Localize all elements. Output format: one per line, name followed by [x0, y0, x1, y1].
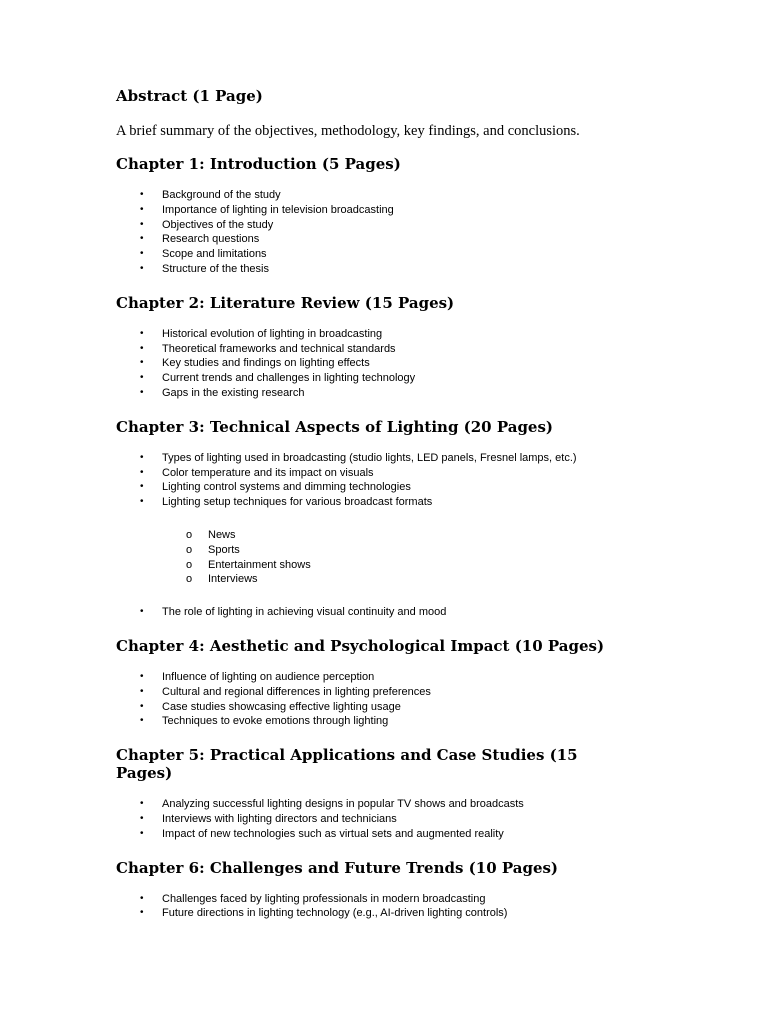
bullet-icon: •	[140, 496, 144, 508]
list-item: • Impact of new technologies such as virtual sets and augmented reality	[140, 827, 504, 840]
bullet-icon: •	[140, 342, 144, 354]
chapter-3-list-after	[116, 605, 736, 620]
list-item: • Gaps in the existing research	[140, 386, 305, 399]
list-item: • Scope and limitations	[140, 248, 267, 261]
bullet-icon: •	[140, 386, 144, 398]
chapter-5-heading: Chapter 5: Practical Applications and Case Studies (15 Pages)	[116, 746, 578, 783]
document-page	[116, 85, 736, 921]
list-item: • Lighting control systems and dimming technologies	[140, 481, 411, 494]
list-item: • Types of lighting used in broadcasting (studio lights, LED panels, Fresnel lamps, etc.)	[140, 451, 577, 464]
chapter-3-list	[116, 451, 736, 510]
bullet-icon: •	[140, 372, 144, 384]
bullet-icon: •	[140, 606, 144, 618]
chapter-4-list	[116, 670, 736, 729]
bullet-icon: •	[140, 700, 144, 712]
chapter-2-heading: Chapter 2: Literature Review (15 Pages)	[116, 293, 455, 312]
list-item: • The role of lighting in achieving visual continuity and mood	[140, 606, 447, 619]
hollow-bullet-icon: o	[186, 573, 193, 586]
chapter-5-list	[116, 797, 736, 841]
bullet-icon: •	[140, 262, 144, 274]
abstract-heading: Abstract (1 Page)	[116, 87, 263, 105]
list-subitem: o Entertainment shows	[186, 558, 311, 571]
bullet-icon: •	[140, 451, 144, 463]
chapter-4-heading: Chapter 4: Aesthetic and Psychological Impact (10 Pages)	[116, 636, 605, 655]
bullet-icon: •	[140, 827, 144, 839]
list-subitem: o Sports	[186, 543, 240, 556]
chapter-2-list	[116, 327, 736, 401]
list-item: • Background of the study	[140, 189, 281, 201]
hollow-bullet-icon: o	[186, 528, 193, 541]
chapter-6-list	[116, 892, 736, 922]
abstract-text: A brief summary of the objectives, methodology, key findings, and conclusions.	[116, 123, 580, 139]
bullet-icon: •	[140, 327, 144, 339]
list-item: • Techniques to evoke emotions through lighting	[140, 715, 389, 728]
bullet-icon: •	[140, 218, 144, 230]
list-item: • Research questions	[140, 233, 260, 246]
bullet-icon: •	[140, 812, 144, 824]
bullet-icon: •	[140, 357, 144, 369]
list-subitem: o News	[186, 528, 236, 541]
bullet-icon: •	[140, 907, 144, 919]
list-item: • Challenges faced by lighting professionals in modern broadcasting	[140, 892, 486, 905]
bullet-icon: •	[140, 189, 144, 200]
list-item: • Objectives of the study	[140, 218, 274, 231]
list-item: • Theoretical frameworks and technical standards	[140, 342, 396, 355]
hollow-bullet-icon: o	[186, 543, 193, 556]
bullet-icon: •	[140, 892, 144, 904]
bullet-icon: •	[140, 715, 144, 727]
list-item: • Lighting setup techniques for various broadcast formats	[140, 496, 433, 509]
chapter-1-heading: Chapter 1: Introduction (5 Pages)	[116, 155, 401, 173]
list-item: • Analyzing successful lighting designs in popular TV shows and broadcasts	[140, 798, 524, 811]
list-subitem: o Interviews	[186, 573, 258, 586]
chapter-3-heading: Chapter 3: Technical Aspects of Lighting (20 Pages)	[116, 417, 554, 436]
bullet-icon: •	[140, 670, 144, 682]
bullet-icon: •	[140, 203, 144, 215]
chapter-3-sublist	[116, 528, 736, 587]
bullet-icon: •	[140, 233, 144, 245]
list-item: • Importance of lighting in television broadcasting	[140, 203, 394, 216]
list-item: • Current trends and challenges in lighting technology	[140, 372, 416, 385]
list-item: • Color temperature and its impact on visuals	[140, 466, 374, 479]
chapter-6-heading: Chapter 6: Challenges and Future Trends (10 Pages)	[116, 858, 559, 877]
bullet-icon: •	[140, 466, 144, 478]
bullet-icon: •	[140, 798, 144, 810]
list-item: • Interviews with lighting directors and technicians	[140, 812, 397, 825]
hollow-bullet-icon: o	[186, 558, 193, 571]
bullet-icon: •	[140, 481, 144, 493]
list-item: • Historical evolution of lighting in broadcasting	[140, 327, 383, 340]
list-item: • Future directions in lighting technology (e.g., AI-driven lighting controls)	[140, 907, 508, 920]
bullet-icon: •	[140, 248, 144, 260]
list-item: • Key studies and findings on lighting effects	[140, 357, 370, 370]
list-item: • Structure of the thesis	[140, 262, 269, 275]
list-item: • Influence of lighting on audience perception	[140, 670, 375, 683]
list-item: • Cultural and regional differences in lighting preferences	[140, 685, 431, 698]
list-item: • Case studies showcasing effective lighting usage	[140, 700, 401, 713]
bullet-icon: •	[140, 685, 144, 697]
chapter-1-list	[116, 188, 736, 277]
